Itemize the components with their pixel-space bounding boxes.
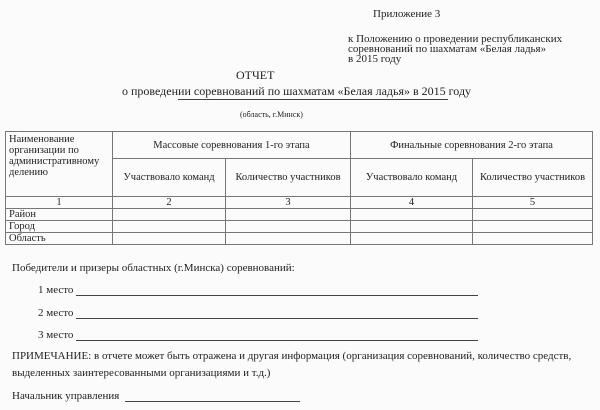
cell[interactable] [113,221,226,233]
region-line[interactable] [178,99,448,100]
cell[interactable] [351,221,473,233]
column-number: 4 [351,197,473,209]
row-label: Область [6,233,113,245]
region-hint: (область, г.Минск) [240,110,303,119]
place-label: 3 место [38,329,74,341]
appendix-line: соревнований по шахматам «Белая ладья» [348,43,547,55]
place-2-line[interactable] [76,318,478,319]
winners-heading: Победители и призеры областных (г.Минска) соревнований: [12,262,295,274]
cell[interactable] [351,233,473,245]
cell[interactable] [113,233,226,245]
stage1-header: Массовые соревнования 1-го этапа [113,132,351,159]
place-label: 1 место [38,284,74,296]
cell[interactable] [351,209,473,221]
table-row [6,233,593,245]
appendix-text [348,34,562,64]
place-3-line[interactable] [76,340,478,341]
stage2-header: Финальные соревнования 2-го этапа [351,132,593,159]
cell[interactable] [473,221,593,233]
row-label: Город [6,221,113,233]
table-row [6,221,593,233]
place-1-line[interactable] [76,295,478,296]
sub-header: Участвовало команд [351,159,473,197]
cell[interactable] [113,209,226,221]
appendix-line: в 2015 году [348,53,402,65]
signature-line[interactable] [125,401,300,402]
appendix-line: к Положению о проведении республиканских [348,33,563,45]
sub-header: Количество участников [473,159,593,197]
row-label: Район [6,209,113,221]
cell[interactable] [226,233,351,245]
column-number: 3 [226,197,351,209]
cell[interactable] [226,221,351,233]
sub-header: Участвовало команд [113,159,226,197]
cell[interactable] [473,233,593,245]
report-subtitle: о проведении соревнований по шахматам «Белая ладья» в 2015 году [122,84,472,98]
table-row [6,209,593,221]
report-title: ОТЧЕТ [236,68,275,82]
note-line: ПРИМЕЧАНИЕ: в отчете может быть отражена и другая информация (организация соревнований, количество средств, [12,350,572,362]
report-table [5,131,593,245]
signature-label: Начальник управления [12,390,120,402]
note-line: выделенных заинтересованными организациями и т.д.) [12,367,271,379]
column-number: 2 [113,197,226,209]
sub-header: Количество участников [226,159,351,197]
column-number: 1 [6,197,113,209]
column-number: 5 [473,197,593,209]
place-label: 2 место [38,307,74,319]
cell[interactable] [473,209,593,221]
appendix-title: Приложение 3 [373,8,441,20]
cell[interactable] [226,209,351,221]
name-header: Наименование организации по административному делению [6,132,113,197]
